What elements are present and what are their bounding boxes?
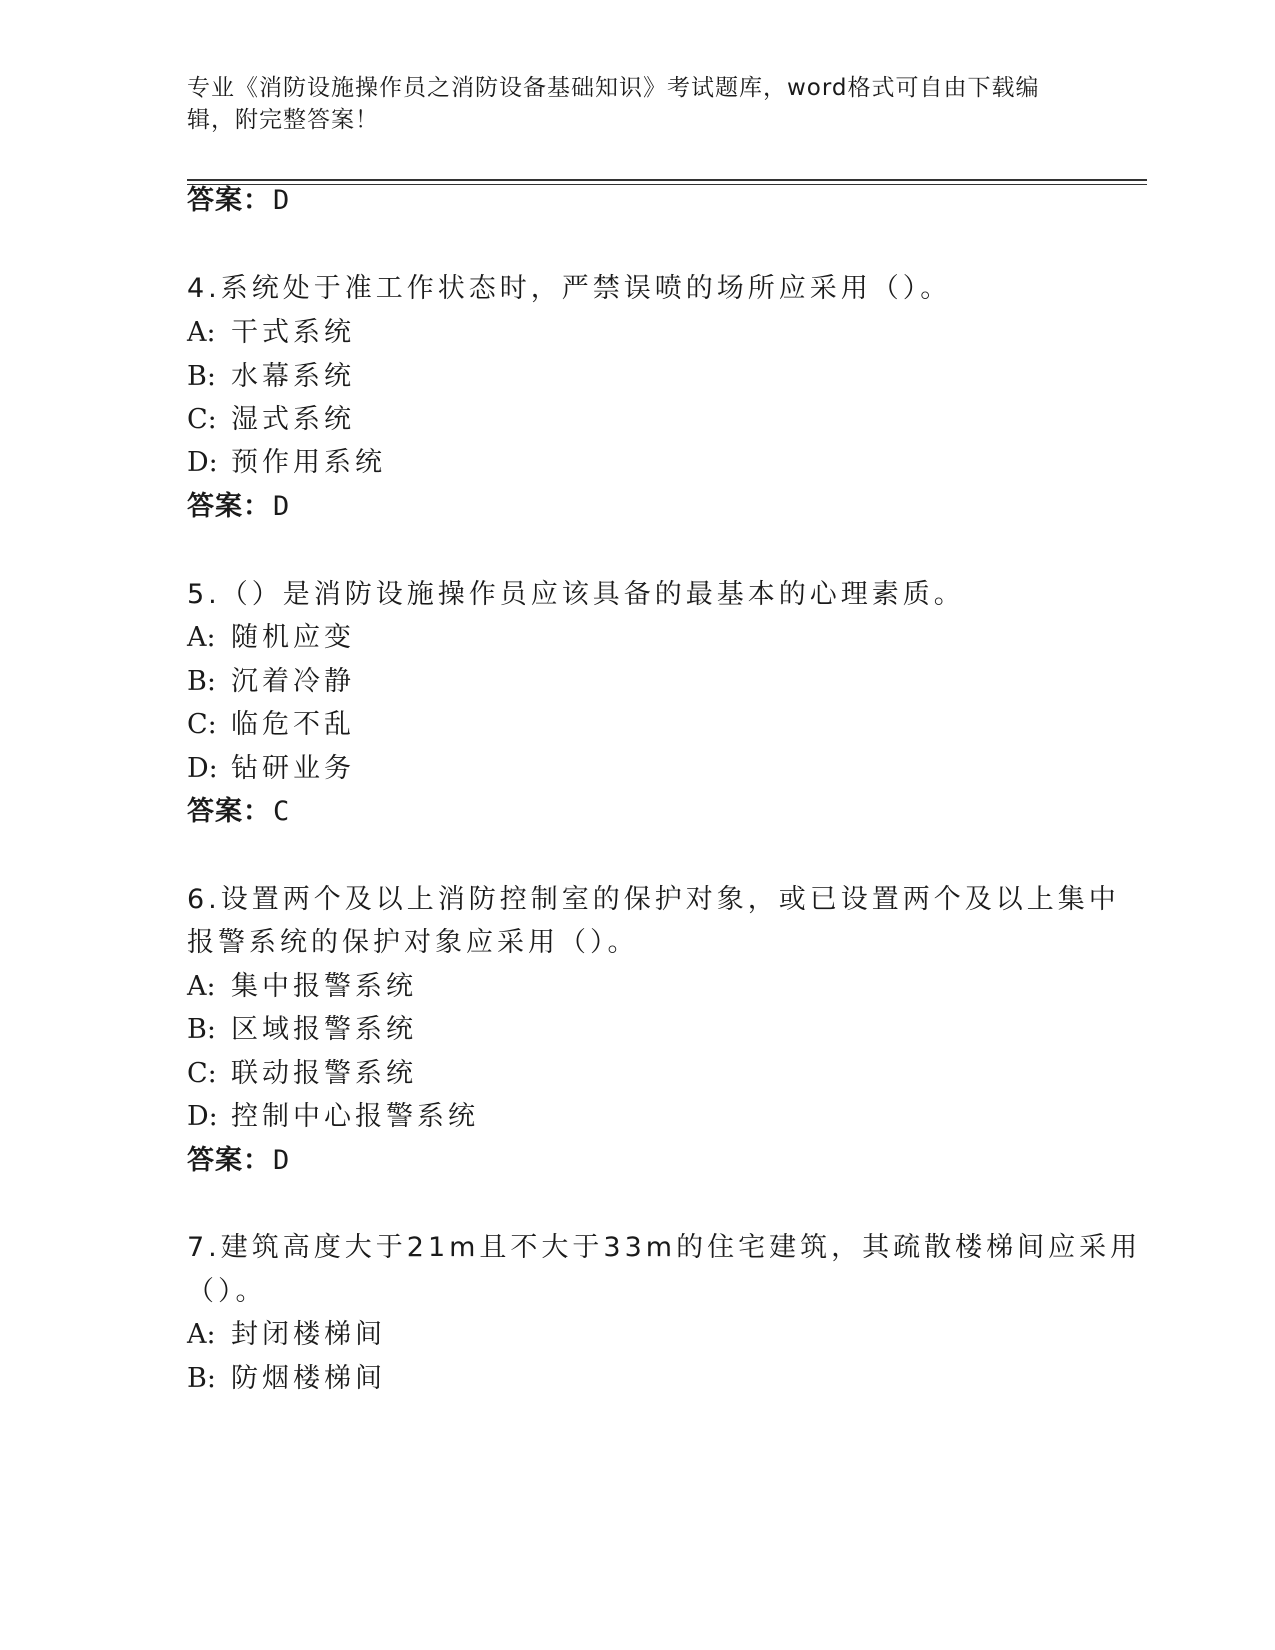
question-4-stem: 4.系统处于准工作状态时，严禁误喷的场所应采用（）。 — [187, 273, 952, 304]
question-5-option-d — [187, 751, 355, 787]
option-key: B: — [187, 1363, 216, 1394]
question-6-option-c — [187, 1056, 417, 1092]
question-5-option-a — [187, 620, 355, 656]
option-text: 临危不乱 — [231, 709, 355, 740]
answer-label: 答案： — [187, 796, 271, 827]
option-text: 封闭楼梯间 — [231, 1319, 386, 1350]
question-7-stem-line-2: （）。 — [187, 1276, 267, 1307]
answer-label: 答案： — [187, 1145, 271, 1176]
option-key: B: — [187, 666, 216, 697]
option-key: B: — [187, 361, 216, 392]
question-7-option-a — [187, 1317, 386, 1353]
option-key: D: — [187, 1101, 218, 1132]
answer-value: C — [273, 796, 291, 827]
option-text: 预作用系统 — [231, 447, 386, 478]
option-text: 湿式系统 — [231, 404, 355, 435]
question-6-answer — [187, 1143, 290, 1179]
option-text: 水幕系统 — [231, 361, 355, 392]
option-text: 随机应变 — [231, 622, 355, 653]
question-7-option-b — [187, 1361, 386, 1397]
answer-value: D — [273, 185, 291, 216]
question-4-option-d — [187, 445, 386, 481]
question-4-option-c — [187, 402, 355, 438]
question-6-option-d — [187, 1099, 479, 1135]
option-text: 集中报警系统 — [231, 971, 417, 1002]
question-5-answer — [187, 794, 290, 830]
question-6-stem-line-2: 报警系统的保护对象应采用（）。 — [187, 927, 639, 958]
option-key: C: — [187, 709, 217, 740]
question-5-option-c — [187, 707, 355, 743]
question-4-option-a — [187, 315, 355, 351]
option-key: C: — [187, 1058, 217, 1089]
header-divider-thick — [187, 179, 1147, 181]
answer-label: 答案： — [187, 491, 271, 522]
question-6-option-b — [187, 1012, 417, 1048]
header-divider-thin — [187, 184, 1147, 185]
answer-previous — [187, 183, 290, 219]
option-key: A: — [187, 1319, 216, 1350]
option-key: D: — [187, 447, 218, 478]
option-key: A: — [187, 971, 216, 1002]
question-4-option-b — [187, 359, 355, 395]
question-5-option-b — [187, 664, 355, 700]
option-text: 干式系统 — [231, 317, 355, 348]
option-text: 联动报警系统 — [231, 1058, 417, 1089]
option-key: C: — [187, 404, 217, 435]
answer-label: 答案： — [187, 185, 271, 216]
document-header: 专业《消防设施操作员之消防设备基础知识》考试题库，word格式可自由下载编辑，附完整答案！ — [187, 75, 1040, 133]
answer-value: D — [273, 491, 291, 522]
answer-value: D — [273, 1145, 291, 1176]
option-key: B: — [187, 1014, 216, 1045]
option-key: D: — [187, 753, 218, 784]
option-text: 控制中心报警系统 — [231, 1101, 479, 1132]
option-text: 区域报警系统 — [231, 1014, 417, 1045]
question-4-answer — [187, 489, 290, 525]
option-key: A: — [187, 317, 216, 348]
option-text: 防烟楼梯间 — [231, 1363, 386, 1394]
question-7-stem-line-1: 7.建筑高度大于21m且不大于33m的住宅建筑，其疏散楼梯间应采用 — [187, 1232, 1142, 1263]
option-text: 钻研业务 — [231, 753, 355, 784]
option-key: A: — [187, 622, 216, 653]
question-6-option-a — [187, 969, 417, 1005]
question-6-stem-line-1: 6.设置两个及以上消防控制室的保护对象，或已设置两个及以上集中 — [187, 884, 1120, 915]
question-5-stem: 5.（）是消防设施操作员应该具备的最基本的心理素质。 — [187, 579, 965, 610]
option-text: 沉着冷静 — [231, 666, 355, 697]
